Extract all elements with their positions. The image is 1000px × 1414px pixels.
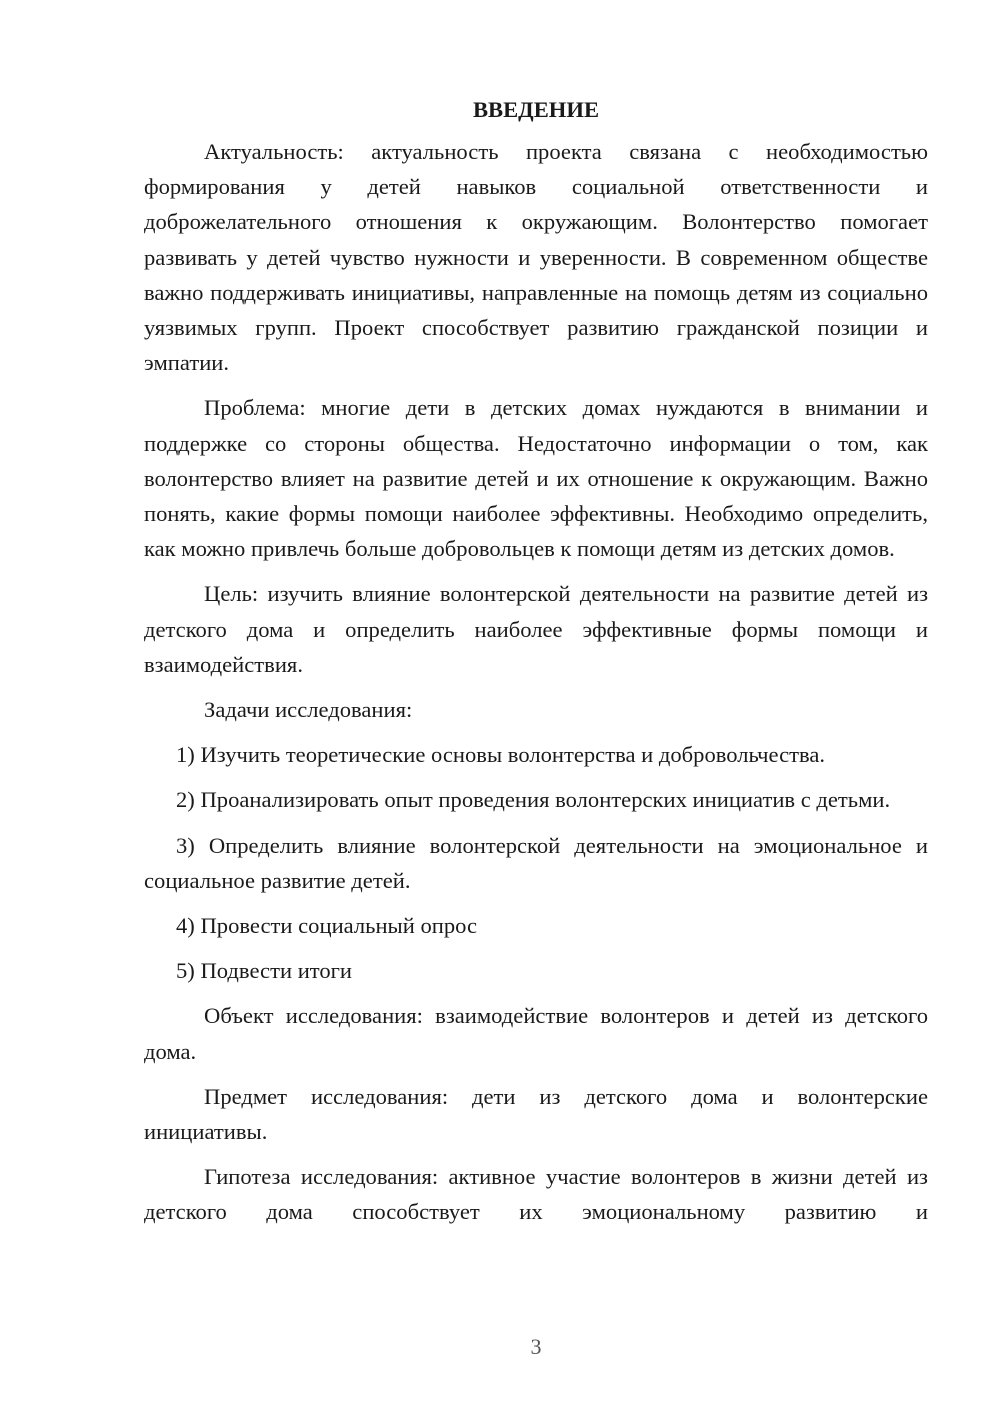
tasks-heading: Задачи исследования: xyxy=(204,697,413,723)
problem-paragraph: Проблема: многие дети в детских домах нуждаются в внимании и поддержке со стороны общества. Недостаточно информации о том, как волонтерство влияет на развитие детей и их отношение к окружающим. Важно понять, какие формы помощи наиболее эффективны. Необходимо определить, как можно привлечь больше добровольцев к помощи детям из детских домов. xyxy=(144,395,928,562)
task-item-1: 1) Изучить теоретические основы волонтерства и добровольчества. xyxy=(176,742,826,768)
task-item-3: 3) Определить влияние волонтерской деятельности на эмоциональное и социальное развитие детей. xyxy=(144,832,928,893)
relevance-paragraph: Актуальность: актуальность проекта связана с необходимостью формирования у детей навыков социальной ответственности и доброжелательного отношения к окружающим. Волонтерство помогает развивать у детей чувство нужности и уверенности. В современном обществе важно поддерживать инициативы, направленные на помощь детям из социально уязвимых групп. Проект способствует развитию гражданской позиции и эмпатии. xyxy=(144,139,928,376)
page-number: 3 xyxy=(530,1334,542,1359)
page-content xyxy=(144,92,928,1230)
hypothesis-paragraph: Гипотеза исследования: активное участие волонтеров в жизни детей из детского дома способствует их эмоциональному развитию и xyxy=(144,1164,928,1225)
subject-paragraph: Предмет исследования: дети из детского дома и волонтерские инициативы. xyxy=(144,1083,928,1145)
task-item-5: 5) Подвести итоги xyxy=(176,958,353,984)
task-item-2: 2) Проанализировать опыт проведения волонтерских инициатив с детьми. xyxy=(176,787,891,813)
page-title: ВВЕДЕНИЕ xyxy=(472,97,600,122)
goal-paragraph: Цель: изучить влияние волонтерской деятельности на развитие детей из детского дома и определить наиболее эффективные формы помощи и взаимодействия. xyxy=(144,581,928,677)
task-item-4: 4) Провести социальный опрос xyxy=(176,913,478,939)
object-paragraph: Объект исследования: взаимодействие волонтеров и детей из детского дома. xyxy=(144,1003,928,1064)
